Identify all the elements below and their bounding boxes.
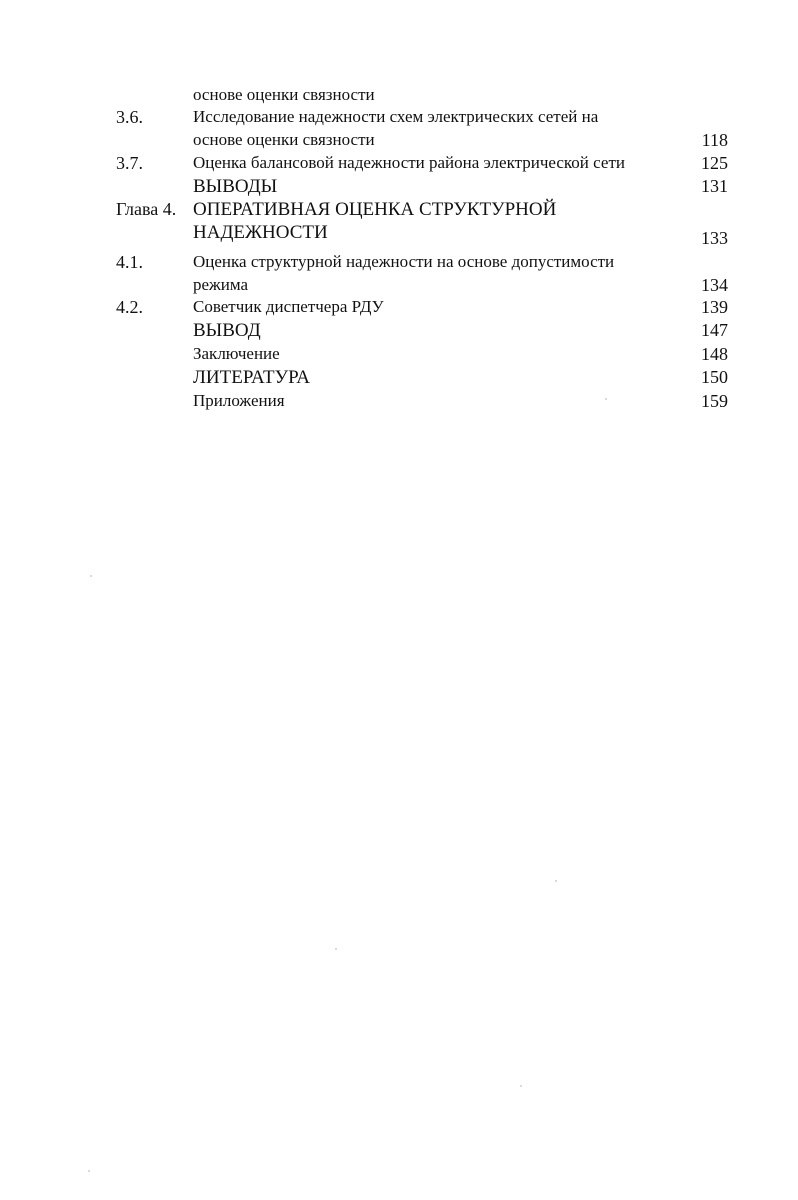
toc-entry-page: 131 [701, 176, 728, 196]
scan-speck [335, 948, 337, 950]
toc-entry-text: Оценка балансовой надежности района электрической сети [193, 153, 625, 172]
toc-entry-number: 3.6. [116, 107, 143, 127]
toc-entry-page: 118 [701, 130, 728, 150]
toc-entry-number: 4.2. [116, 297, 143, 317]
toc-entry-page: 150 [701, 367, 728, 387]
toc-entry-text: ЛИТЕРАТУРА [193, 367, 310, 388]
toc-entry-page: 148 [701, 344, 728, 364]
toc-entry-text: ВЫВОД [193, 320, 261, 341]
toc-entry-page: 159 [701, 391, 728, 411]
toc-entry-number: 4.1. [116, 252, 143, 272]
toc-entry-page: 134 [701, 275, 728, 295]
toc-entry-text: ВЫВОДЫ [193, 176, 278, 197]
toc-entry-text: Советчик диспетчера РДУ [193, 297, 384, 316]
toc-entry-text: режима [193, 275, 249, 294]
toc-entry-text: Исследование надежности схем электрических сетей на [193, 107, 599, 126]
toc-entry-text: НАДЕЖНОСТИ [193, 222, 328, 243]
scan-speck [555, 880, 557, 882]
toc-entry-page: 125 [701, 153, 728, 173]
toc-entry-text: Оценка структурной надежности на основе допустимости [193, 252, 615, 271]
toc-entry-page: 147 [701, 320, 728, 340]
scan-speck [520, 1085, 522, 1087]
scan-speck [90, 575, 92, 577]
toc-entry-number: Глава 4. [116, 199, 177, 219]
toc-entry-text: Приложения [193, 391, 285, 410]
toc-entry-text: основе оценки связности [193, 130, 375, 149]
scan-speck [605, 398, 607, 400]
scan-speck [88, 1170, 90, 1172]
toc-entry-text: Заключение [193, 344, 280, 363]
toc-entry-text: основе оценки связности [193, 85, 375, 104]
toc-entry-page: 133 [701, 228, 728, 248]
toc-entry-number: 3.7. [116, 153, 143, 173]
toc-entry-page: 139 [701, 297, 728, 317]
toc-entry-text: ОПЕРАТИВНАЯ ОЦЕНКА СТРУКТУРНОЙ [193, 199, 557, 220]
